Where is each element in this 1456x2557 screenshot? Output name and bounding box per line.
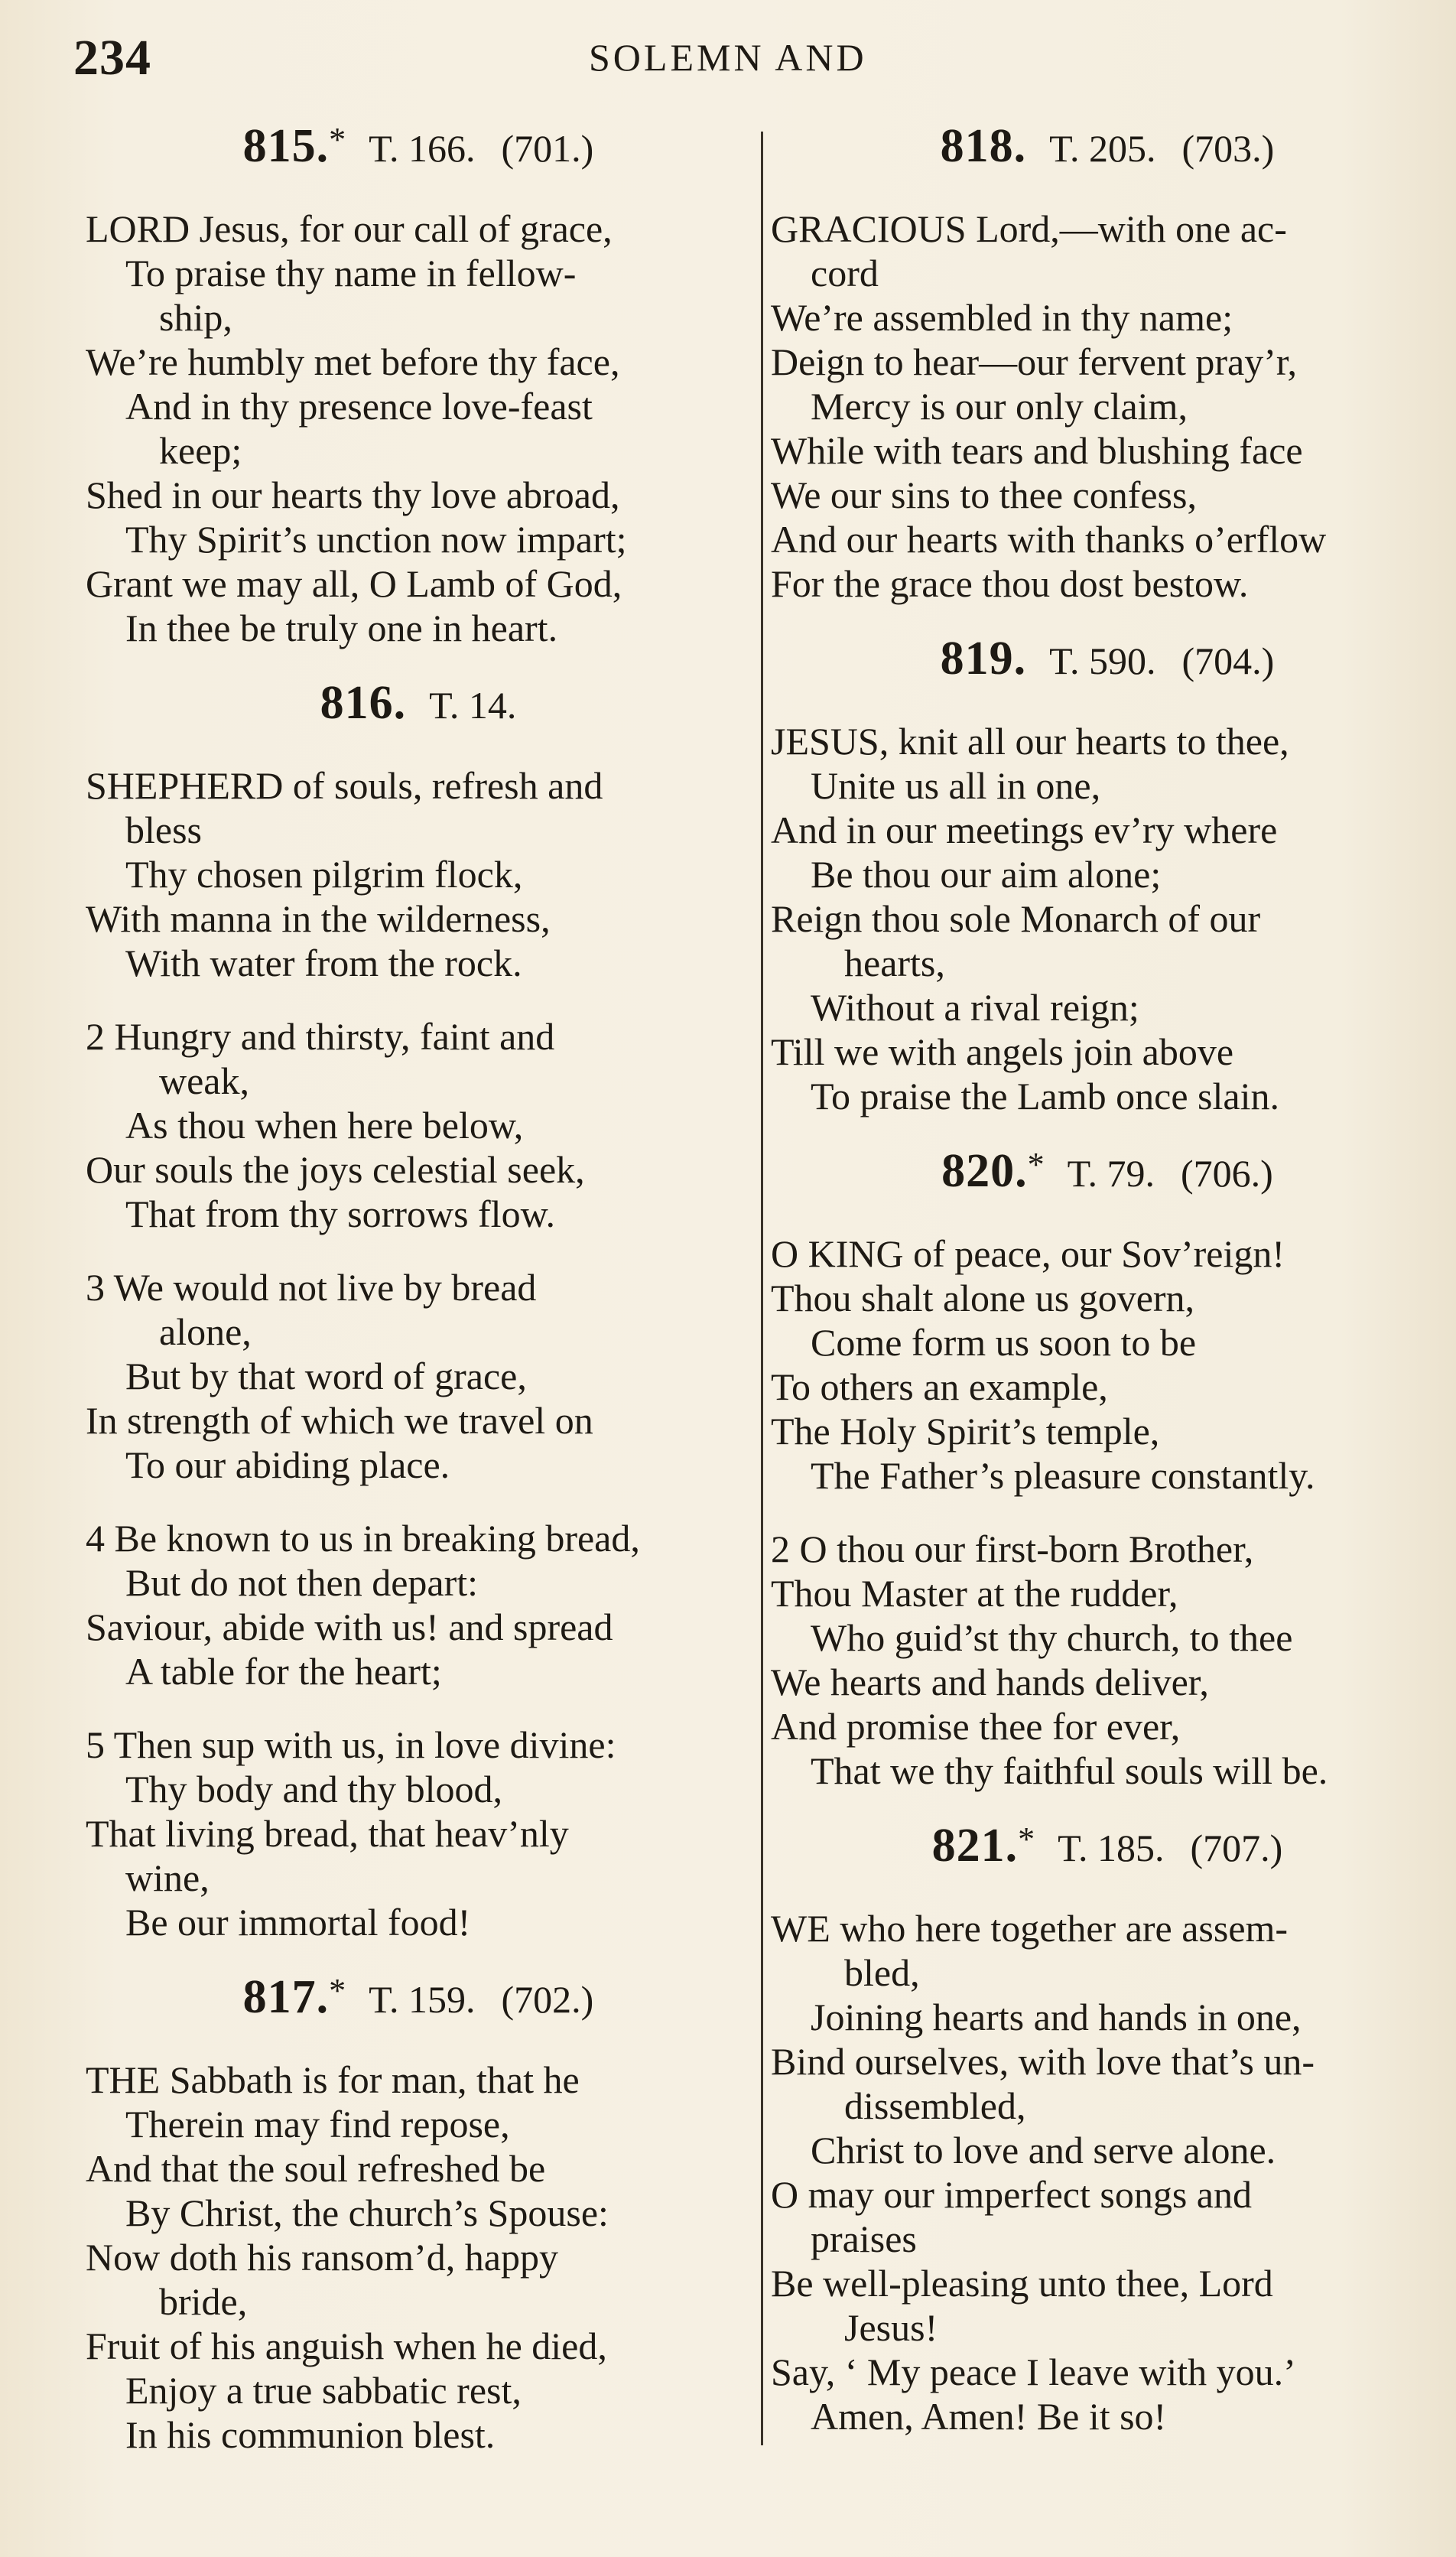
verse-line: To others an example, xyxy=(771,1365,1108,1408)
verse-line: bride, xyxy=(159,2280,248,2323)
right-column xyxy=(771,122,1444,2468)
cross-reference: (707.) xyxy=(1190,1827,1283,1869)
verse xyxy=(86,763,751,985)
verse xyxy=(86,1516,751,1693)
verse-line: By Christ, the church’s Spouse: xyxy=(125,2191,609,2234)
running-head: SOLEMN AND xyxy=(589,36,867,79)
hymn-number: 815. xyxy=(242,120,330,172)
verse xyxy=(86,1014,751,1236)
verse-line: Bind ourselves, with love that’s un- xyxy=(771,2040,1315,2083)
verse xyxy=(86,1723,751,1944)
verse-line: Jesus! xyxy=(844,2306,938,2349)
verse-line: And that the soul refreshed be xyxy=(86,2147,546,2190)
verse-line: As thou when here below, xyxy=(125,1104,524,1147)
hymn-heading xyxy=(86,1973,751,2021)
verse-line: cord xyxy=(811,252,879,294)
verse-line: In his communion blest. xyxy=(125,2413,496,2456)
verse-line: To our abiding place. xyxy=(125,1443,450,1486)
verse-line: To praise thy name in fellow- xyxy=(125,252,577,294)
verse-line: 4 Be known to us in breaking bread, xyxy=(86,1517,640,1560)
verse-line: Till we with angels join above xyxy=(771,1030,1234,1073)
verse-line: Unite us all in one, xyxy=(811,764,1101,807)
hymn-number: 818. xyxy=(940,120,1027,172)
verse-line: dissembled, xyxy=(844,2084,1026,2127)
verse-line: Thou Master at the rudder, xyxy=(771,1572,1178,1615)
hymn-star: * xyxy=(329,1972,346,2009)
verse-line: 3 We would not live by bread xyxy=(86,1266,537,1309)
verse-line: Amen, Amen! Be it so! xyxy=(811,2395,1167,2438)
verse-line: Say, ‘ My peace I leave with you.’ xyxy=(771,2350,1296,2393)
tune-number: T. 79. xyxy=(1067,1152,1155,1195)
verse-line: Who guid’st thy church, to thee xyxy=(811,1616,1293,1659)
verse-line: Thou shalt alone us govern, xyxy=(771,1277,1195,1319)
verse-line: We our sins to thee confess, xyxy=(771,473,1197,516)
tune-number: T. 205. xyxy=(1049,127,1156,170)
verse xyxy=(771,1527,1444,1793)
verse-line: And in thy presence love-feast xyxy=(125,385,593,428)
cross-reference: (704.) xyxy=(1181,639,1275,682)
hymn-star: * xyxy=(329,121,346,158)
cross-reference: (706.) xyxy=(1181,1152,1273,1195)
hymn-number: 821. xyxy=(931,1820,1019,1872)
verse-line: JESUS, knit all our hearts to thee, xyxy=(771,720,1289,763)
hymn-heading xyxy=(771,122,1444,170)
verse-line: ship, xyxy=(159,296,232,339)
verse-line: The Father’s pleasure constantly. xyxy=(811,1454,1315,1497)
tune-number: T. 14. xyxy=(429,684,517,727)
verse-line: Enjoy a true sabbatic rest, xyxy=(125,2369,522,2412)
hymn-number: 817. xyxy=(242,1971,330,2023)
verse-line: praises xyxy=(811,2217,917,2260)
verse-line: Grant we may all, O Lamb of God, xyxy=(86,562,622,605)
hymn xyxy=(771,1822,1444,2438)
hymn xyxy=(86,679,751,1944)
hymn-star: * xyxy=(1018,1820,1035,1858)
verse xyxy=(771,1906,1444,2438)
verse-line: With water from the rock. xyxy=(125,942,522,984)
verse-line: With manna in the wilderness, xyxy=(86,897,551,940)
cross-reference: (701.) xyxy=(501,127,594,170)
hymn-heading xyxy=(771,1147,1444,1195)
verse-line: O KING of peace, our Sov’reign! xyxy=(771,1232,1285,1275)
verse-line: Shed in our hearts thy love abroad, xyxy=(86,473,620,516)
verse-line: Saviour, abide with us! and spread xyxy=(86,1605,613,1648)
verse-line: But do not then depart: xyxy=(125,1561,479,1604)
verse-line: 2 Hungry and thirsty, faint and xyxy=(86,1015,555,1058)
verse-line: Thy Spirit’s unction now impart; xyxy=(125,518,627,561)
verse xyxy=(86,207,751,650)
page-number: 234 xyxy=(73,30,151,86)
verse-line: Be thou our aim alone; xyxy=(811,853,1162,896)
verse-line: And promise thee for ever, xyxy=(771,1705,1181,1748)
verse-line: Therein may find repose, xyxy=(125,2103,510,2145)
hymn-heading xyxy=(86,122,751,170)
verse-line: Our souls the joys celestial seek, xyxy=(86,1148,585,1191)
verse-line: keep; xyxy=(159,429,242,472)
verse-line: LORD Jesus, for our call of grace, xyxy=(86,207,613,250)
verse-line: And in our meetings ev’ry where xyxy=(771,808,1278,851)
verse-line: hearts, xyxy=(844,942,945,984)
verse-line: Reign thou sole Monarch of our xyxy=(771,897,1261,940)
verse-line: Come form us soon to be xyxy=(811,1321,1197,1364)
verse-line: Mercy is our only claim, xyxy=(811,385,1188,428)
verse-line: Deign to hear—our fervent pray’r, xyxy=(771,340,1297,383)
verse-line: Now doth his ransom’d, happy xyxy=(86,2236,558,2279)
verse-line: While with tears and blushing face xyxy=(771,429,1303,472)
verse-line: O may our imperfect songs and xyxy=(771,2173,1253,2216)
verse-line: That living bread, that heav’nly xyxy=(86,1812,569,1855)
hymn xyxy=(86,1973,751,2457)
hymn-heading xyxy=(771,1820,1444,1872)
verse xyxy=(771,719,1444,1118)
hymn xyxy=(771,1147,1444,1793)
hymn xyxy=(771,122,1444,606)
cross-reference: (703.) xyxy=(1181,127,1275,170)
verse-line: But by that word of grace, xyxy=(125,1355,527,1397)
verse-line: alone, xyxy=(159,1310,252,1353)
verse xyxy=(86,1265,751,1487)
hymn-star: * xyxy=(1027,1146,1045,1183)
verse-line: THE Sabbath is for man, that he xyxy=(86,2058,580,2101)
verse-line: Fruit of his anguish when he died, xyxy=(86,2324,607,2367)
verse xyxy=(771,1231,1444,1498)
tune-number: T. 159. xyxy=(369,1978,476,2021)
tune-number: T. 166. xyxy=(369,127,476,170)
verse-line: In strength of which we travel on xyxy=(86,1399,593,1442)
verse-line: In thee be truly one in heart. xyxy=(125,607,558,649)
hymn-number: 819. xyxy=(940,633,1027,685)
verse-line: Without a rival reign; xyxy=(811,986,1139,1029)
hymn-heading xyxy=(86,679,751,727)
verse-line: 2 O thou our first-born Brother, xyxy=(771,1527,1254,1570)
verse-line: wine, xyxy=(125,1856,210,1899)
verse-line: SHEPHERD of souls, refresh and xyxy=(86,764,603,807)
left-column xyxy=(86,122,751,2486)
verse xyxy=(771,207,1444,606)
tune-number: T. 590. xyxy=(1049,639,1156,682)
verse-line: To praise the Lamb once slain. xyxy=(811,1075,1279,1117)
verse-line: Be well-pleasing unto thee, Lord xyxy=(771,2262,1273,2305)
verse-line: 5 Then sup with us, in love divine: xyxy=(86,1723,616,1766)
verse-line: Thy chosen pilgrim flock, xyxy=(125,853,523,896)
verse-line: bless xyxy=(125,808,202,851)
verse-line: And our hearts with thanks o’erflow xyxy=(771,518,1327,561)
verse-line: We’re humbly met before thy face, xyxy=(86,340,620,383)
hymn xyxy=(86,122,751,650)
hymn-number: 816. xyxy=(320,677,407,729)
verse-line: Be our immortal food! xyxy=(125,1901,471,1944)
verse-line: We’re assembled in thy name; xyxy=(771,296,1233,339)
page-header xyxy=(0,29,1456,90)
verse-line: WE who here together are assem- xyxy=(771,1907,1289,1950)
verse-line: weak, xyxy=(159,1059,249,1102)
verse xyxy=(86,2058,751,2457)
verse-line: Christ to love and serve alone. xyxy=(811,2129,1276,2171)
verse-line: bled, xyxy=(844,1951,920,1994)
hymn xyxy=(771,635,1444,1118)
verse-line: We hearts and hands deliver, xyxy=(771,1661,1209,1703)
column-divider xyxy=(761,132,763,2445)
verse-line: A table for the heart; xyxy=(125,1650,442,1693)
verse-line: That we thy faithful souls will be. xyxy=(811,1749,1328,1792)
verse-line: GRACIOUS Lord,—with one ac- xyxy=(771,207,1287,250)
hymn-number: 820. xyxy=(941,1145,1028,1197)
verse-line: For the grace thou dost bestow. xyxy=(771,562,1249,605)
cross-reference: (702.) xyxy=(501,1978,594,2021)
tune-number: T. 185. xyxy=(1058,1827,1165,1869)
verse-line: That from thy sorrows flow. xyxy=(125,1192,555,1235)
verse-line: Thy body and thy blood, xyxy=(125,1768,503,1810)
hymn-heading xyxy=(771,633,1444,685)
verse-line: Joining hearts and hands in one, xyxy=(811,1996,1302,2038)
verse-line: The Holy Spirit’s temple, xyxy=(771,1410,1160,1453)
